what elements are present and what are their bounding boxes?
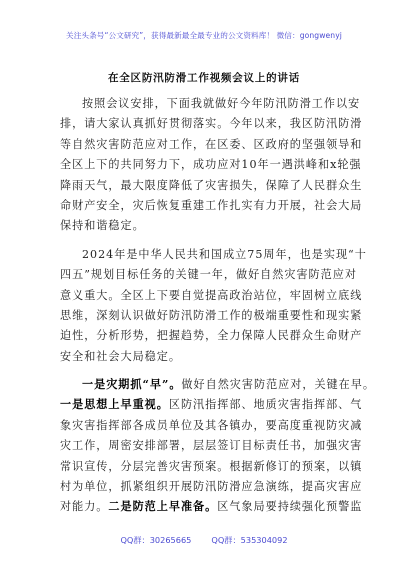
subsection-heading: 一是思想上早重视。 (60, 398, 169, 412)
paragraph-line: 按照会议安排，下面我就做好今年防汛防滑工作以安 (82, 97, 361, 110)
paragraph-line: 排，请大家认真抓好贯彻落实。今年以来，我区防汛防滑 (60, 117, 363, 131)
paragraph-line: 思维，深刻认识做好防汛防滑工作的极端重要性和现实紧 (60, 308, 363, 322)
paragraph-line: 全区上下的共同努力下，成功应对10年一遇洪峰和x轮强 (60, 158, 362, 172)
paragraph-line: 意义重大。全区上下要自觉提高政治站位，牢固树立底线 (60, 288, 363, 302)
qq-group-2: QQ群：535304092 (211, 535, 288, 545)
paragraph-line: 2024年是中华人民共和国成立75周年，也是实现“十 (82, 247, 367, 261)
paragraph-line: 村为单位，抓紧组织开展防汛防滑应急演练，提高灾害应 (60, 480, 363, 494)
promo-header: 关注头条号“公文研究”，获得最新最全最专业的公文资料库！ 微信：gongwenyj (66, 31, 342, 40)
paragraph-line: 等自然灾害防范应对工作，在区委、区政府的坚强领导和 (60, 137, 363, 151)
paragraph-line: 象灾害指挥部各成员单位及其各镇办，要高度重视防灾减 (60, 418, 363, 432)
paragraph-line: 一是灾期抓“早”。做好自然灾害防范应对，关键在早。 (82, 378, 375, 392)
document-title: 在全区防汛防滑工作视频会议上的讲话 (107, 72, 301, 84)
qq-group-1: QQ群：30265665 (120, 535, 192, 545)
paragraph-line: 常识宣传，分层完善灾害预案。根据新修订的预案，以镇 (60, 459, 363, 473)
paragraph-line: 灾工作，周密安排部署，层层签订目标责任书，加强灾害 (60, 439, 363, 453)
paragraph-line: 一是思想上早重视。区防汛指挥部、地质灾害指挥部、气 (60, 398, 363, 412)
paragraph-line: 四五”规划目标任务的关键一年，做好自然灾害防范应对 (60, 268, 357, 282)
section-heading: 一是灾期抓“早”。 (82, 378, 182, 392)
document-body (60, 94, 375, 518)
paragraph-line: 迫性，分析形势，把握趋势，全力保障人民群众生命财产 (60, 329, 363, 343)
subsection-heading: 二是防范上早准备。 (108, 500, 218, 514)
paragraph-line: 降雨天气，最大限度降低了灾害损失，保障了人民群众生 (60, 178, 363, 192)
paragraph-line: 安全和社会大局稳定。 (60, 349, 181, 363)
paragraph-line: 对能力。二是防范上早准备。区气象局要持续强化预警监 (60, 500, 363, 514)
paragraph-line: 保持和谐稳定。 (60, 219, 145, 233)
paragraph-line: 命财产安全，灾后恢复重建工作扎实有力开展，社会大局 (60, 198, 363, 212)
contact-footer (0, 535, 408, 546)
